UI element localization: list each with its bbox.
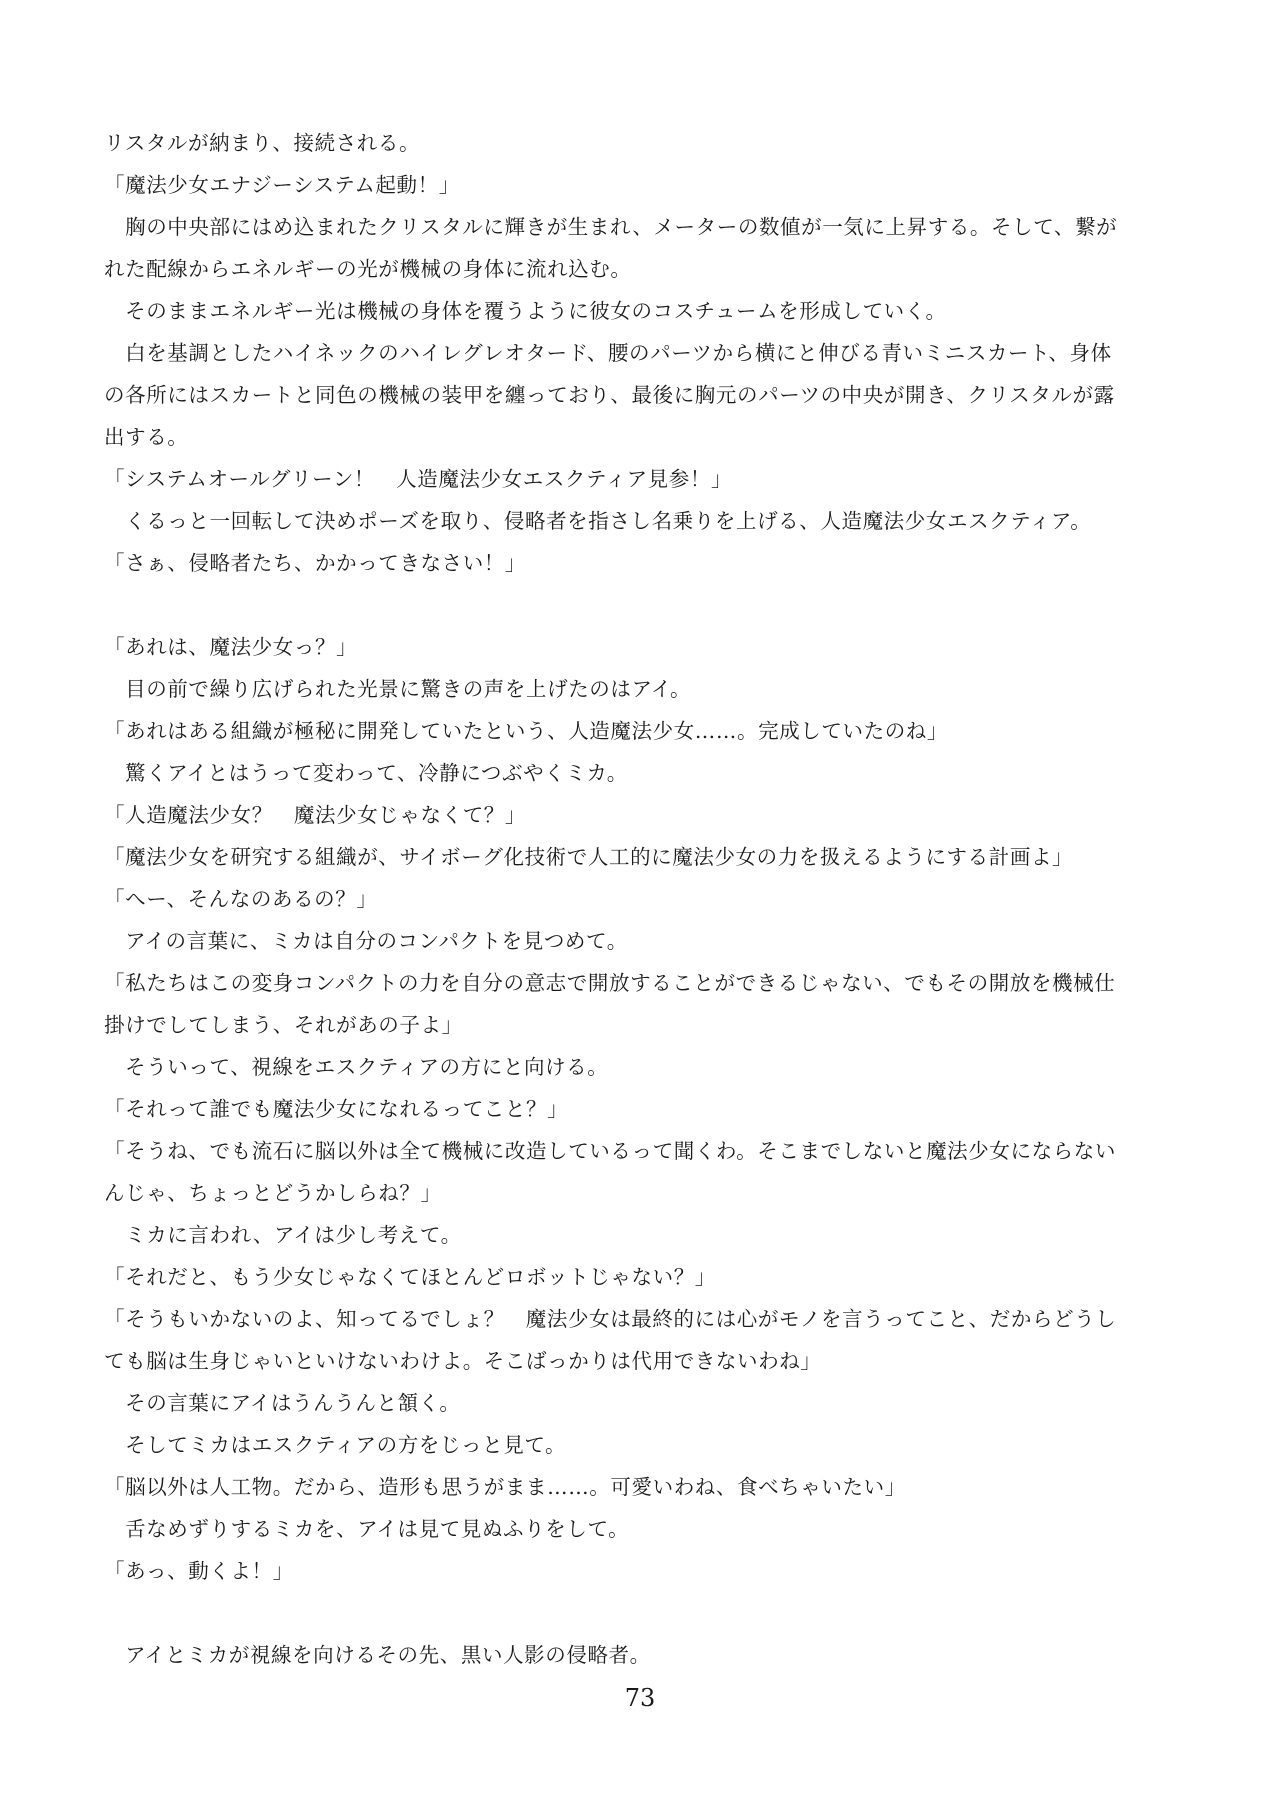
text-line: 「システムオールグリーン！ 人造魔法少女エスクティア見参！」 xyxy=(104,467,733,491)
text-line: 「あれはある組織が極秘に開発していたという、人造魔法少女……。完成していたのね」 xyxy=(104,719,948,743)
text-line: 「魔法少女を研究する組織が、サイボーグ化技術で人工的に魔法少女の力を扱えるようにする計画よ」 xyxy=(104,845,1074,869)
text-line: 出する。 xyxy=(104,425,189,449)
text-line: 「へー、そんなのあるの？」 xyxy=(104,887,378,911)
text-line: 「人造魔法少女？ 魔法少女じゃなくて？」 xyxy=(104,803,526,827)
text-line: 「脳以外は人工物。だから、造形も思うがまま……。可愛いわね、食べちゃいたい」 xyxy=(104,1475,906,1499)
blank-line xyxy=(104,584,1186,626)
text-line: 驚くアイとはうって変わって、冷静につぶやくミカ。 xyxy=(104,761,628,785)
text-line: の各所にはスカートと同色の機械の装甲を纏っており、最後に胸元のパーツの中央が開き、クリスタルが露 xyxy=(104,383,1115,407)
page-number: 73 xyxy=(624,1684,656,1712)
text-line: 白を基調としたハイネックのハイレグレオタード、腰のパーツから横にと伸びる青いミニスカート、身体 xyxy=(104,341,1112,365)
blank-line xyxy=(104,1592,1186,1634)
text-line: れた配線からエネルギーの光が機械の身体に流れ込む。 xyxy=(104,257,632,281)
body-text xyxy=(104,122,1186,1676)
text-line: 「あっ、動くよ！」 xyxy=(104,1559,294,1583)
text-line: 「そうね、でも流石に脳以外は全て機械に改造しているって聞くわ。そこまでしないと魔法少女にならない xyxy=(104,1139,1116,1163)
text-line: 掛けでしてしまう、それがあの子よ」 xyxy=(104,1013,463,1037)
text-line: 「私たちはこの変身コンパクトの力を自分の意志で開放することができるじゃない、でもその開放を機械仕 xyxy=(104,971,1116,995)
text-line: 「それって誰でも魔法少女になれるってこと？」 xyxy=(104,1097,569,1121)
text-line: くるっと一回転して決めポーズを取り、侵略者を指さし名乗りを上げる、人造魔法少女エスクティア。 xyxy=(104,509,1092,533)
text-line: 「そうもいかないのよ、知ってるでしょ？ 魔法少女は最終的には心がモノを言うってこと、だからどうし xyxy=(104,1307,1117,1331)
text-line: ても脳は生身じゃいといけないわけよ。そこばっかりは代用できないわね」 xyxy=(104,1349,822,1373)
text-line: アイの言葉に、ミカは自分のコンパクトを見つめて。 xyxy=(104,929,628,953)
text-line: 「それだと、もう少女じゃなくてほとんどロボットじゃない？」 xyxy=(104,1265,716,1289)
text-line: 「魔法少女エナジーシステム起動！」 xyxy=(104,173,460,197)
text-line: その言葉にアイはうんうんと頷く。 xyxy=(104,1391,461,1415)
text-line: 目の前で繰り広げられた光景に驚きの声を上げたのはアイ。 xyxy=(104,677,692,701)
text-line: そのままエネルギー光は機械の身体を覆うように彼女のコスチュームを形成していく。 xyxy=(104,299,947,323)
text-line: 胸の中央部にはめ込まれたクリスタルに輝きが生まれ、メーターの数値が一気に上昇する。そして、繋が xyxy=(104,215,1118,239)
text-line: 「あれは、魔法少女っ？」 xyxy=(104,635,358,659)
text-line: そういって、視線をエスクティアの方にと向ける。 xyxy=(104,1055,609,1079)
text-line: 「さぁ、侵略者たち、かかってきなさい！」 xyxy=(104,551,526,575)
text-line: リスタルが納まり、接続される。 xyxy=(104,131,421,155)
text-line: そしてミカはエスクティアの方をじっと見て。 xyxy=(104,1433,567,1457)
text-line: 舌なめずりするミカを、アイは見て見ぬふりをして。 xyxy=(104,1517,630,1541)
text-line: アイとミカが視線を向けるその先、黒い人影の侵略者。 xyxy=(104,1643,651,1667)
text-line: ミカに言われ、アイは少し考えて。 xyxy=(104,1223,462,1247)
text-line: んじゃ、ちょっとどうかしらね？」 xyxy=(104,1181,442,1205)
